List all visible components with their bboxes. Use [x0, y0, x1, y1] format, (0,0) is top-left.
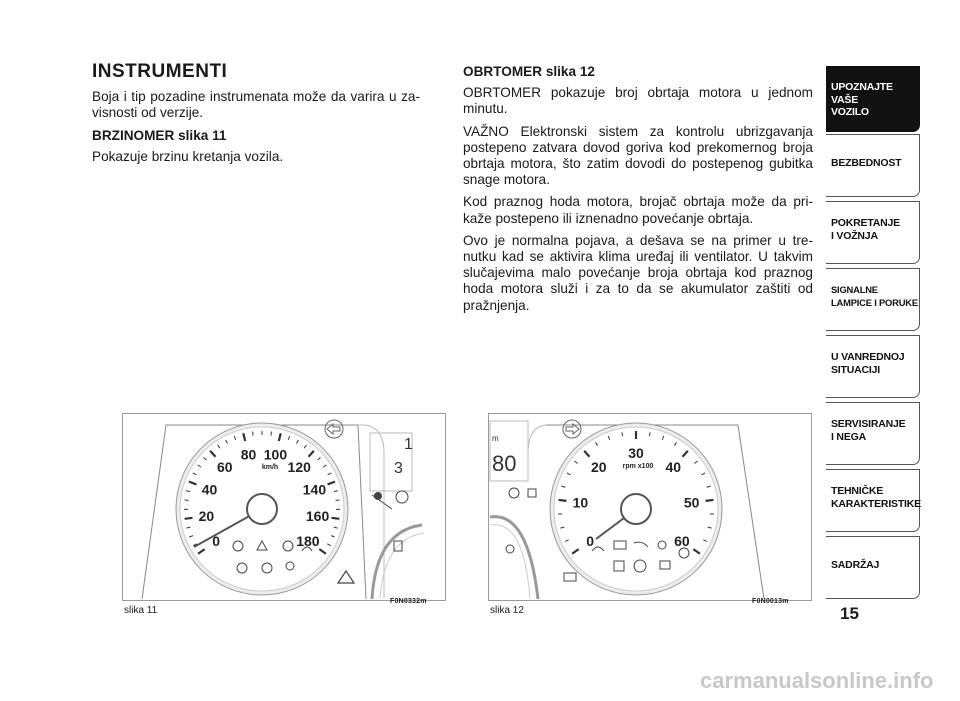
gauge-scale-label: 20: [590, 459, 607, 476]
intro-paragraph: Boja i tip pozadine instrumenata može da varira u za-visnosti od verzije.: [92, 89, 420, 121]
page-number: 15: [840, 604, 859, 623]
needle-hub: [247, 494, 277, 524]
tachometer-paragraph-2: VAŽNO Elektronski sistem za kontrolu ubrizgavanja postepeno zatvara dovod goriva kod prekomernog broja obrtaja motora, što zatim dovodi do postepenog gubitka snage motora.: [463, 123, 813, 188]
tab-label: TEHNIČKE: [831, 485, 884, 497]
gauge-tick: [649, 432, 650, 436]
tachometer-heading: OBRTOMER slika 12: [463, 64, 595, 79]
tab-label: I VOŽNJA: [831, 229, 878, 242]
left-column: [92, 61, 420, 171]
gauge-tick: [622, 432, 623, 436]
gauge-scale-label: 100: [263, 446, 288, 463]
gauge-scale-label: 180: [296, 533, 320, 550]
tachometer-paragraph-3: Kod praznog hoda motora, brojač obrtaja može da pri-kaže postepeno ili iznenadno povećanje obrtaja.: [463, 194, 813, 226]
tab-label: VAŠE: [831, 93, 859, 106]
display-digit: m: [492, 434, 499, 443]
gauge-tick: [185, 518, 193, 519]
tab-signalne-lampice-i-poruke[interactable]: [826, 268, 920, 331]
tab-label: LAMPICE I PORUKE: [831, 296, 918, 308]
tab-label: BEZBEDNOST: [831, 157, 902, 169]
gauge-tick: [559, 500, 567, 501]
display-digit: 3: [394, 460, 403, 477]
tab-upoznajte-vase-vozilo[interactable]: [826, 66, 920, 132]
gauge-scale-label: 80: [240, 446, 257, 463]
right-column: [463, 64, 813, 320]
figure-11-caption: slika 11: [124, 605, 158, 616]
gauge-scale-label: 20: [198, 508, 215, 525]
figure-11-code: F0N0332m: [390, 598, 427, 605]
speedometer-illustration: [122, 413, 446, 601]
section-title: INSTRUMENTI: [92, 61, 228, 82]
tab-label: I NEGA: [831, 430, 866, 443]
gauge-scale-label: 30: [628, 445, 644, 461]
speedometer-paragraph: Pokazuje brzinu kretanja vozila.: [92, 148, 284, 164]
gauge-scale-label: 40: [665, 459, 682, 476]
watermark: carmanualsonline.info: [700, 668, 934, 693]
speed-unit-label: km/h: [261, 464, 279, 471]
figure-12-caption: slika 12: [490, 605, 524, 616]
tab-u-vanrednoj-situaciji[interactable]: [826, 335, 920, 398]
tab-label: SERVISIRANJE: [831, 418, 906, 430]
gauge-scale-label: 50: [683, 494, 700, 511]
gauge-scale-label: 140: [302, 481, 327, 498]
tachometer-paragraph-4: Ovo je normalna pojava, a dešava se na primer u tre-nutku kad se aktivira klima uređaj ili ventilator. U takvim slučajevima malo povećanje broja obrtaja kod praznog hoda motora služi i za to da se akumulator zaštiti od pražnjenja.: [463, 232, 813, 313]
tab-bezbednost[interactable]: [826, 134, 920, 197]
display-digit: 80: [492, 451, 517, 476]
gauge-scale-label: 0: [586, 533, 595, 550]
needle-hub: [621, 494, 651, 524]
rpm-unit-label: rpm x100: [622, 463, 654, 470]
tab-label: SADRŽAJ: [831, 559, 880, 571]
tab-label: SIGNALNE: [831, 284, 878, 295]
tachometer-paragraph-1: OBRTOMER pokazuje broj obrtaja motora u jednom minutu.: [463, 85, 813, 117]
gauge-scale-label: 120: [287, 459, 311, 476]
tab-label: POKRETANJE: [831, 217, 900, 229]
gauge-scale-label: 40: [201, 481, 218, 498]
tab-label: UPOZNAJTE: [831, 81, 893, 93]
tab-sadrzaj[interactable]: [826, 536, 920, 599]
tab-label: U VANREDNOJ: [831, 351, 905, 363]
speedometer-figure: [122, 413, 446, 601]
tab-label: SITUACIJI: [831, 363, 880, 376]
speedometer-heading: BRZINOMER slika 11: [92, 127, 227, 143]
gauge-tick: [331, 518, 339, 519]
tachometer-illustration: [488, 413, 812, 601]
tachometer-figure: [488, 413, 812, 601]
figure-12-code: F0N0013m: [752, 598, 789, 605]
tab-tehnicke-karakteristike[interactable]: [826, 469, 920, 532]
tab-label: KARAKTERISTIKE: [831, 497, 921, 510]
gauge-scale-label: 160: [305, 508, 330, 525]
display-digit: 1: [404, 436, 413, 453]
tab-label: VOZILO: [831, 106, 869, 118]
tab-pokretanje-i-voznja[interactable]: [826, 201, 920, 264]
gauge-scale-label: 60: [216, 459, 233, 476]
gauge-scale-label: 10: [572, 494, 589, 511]
gauge-scale-label: 60: [674, 533, 690, 550]
gauge-scale-label: 0: [212, 533, 221, 550]
tab-servisiranje-i-nega[interactable]: [826, 402, 920, 465]
gauge-tick: [706, 500, 714, 501]
